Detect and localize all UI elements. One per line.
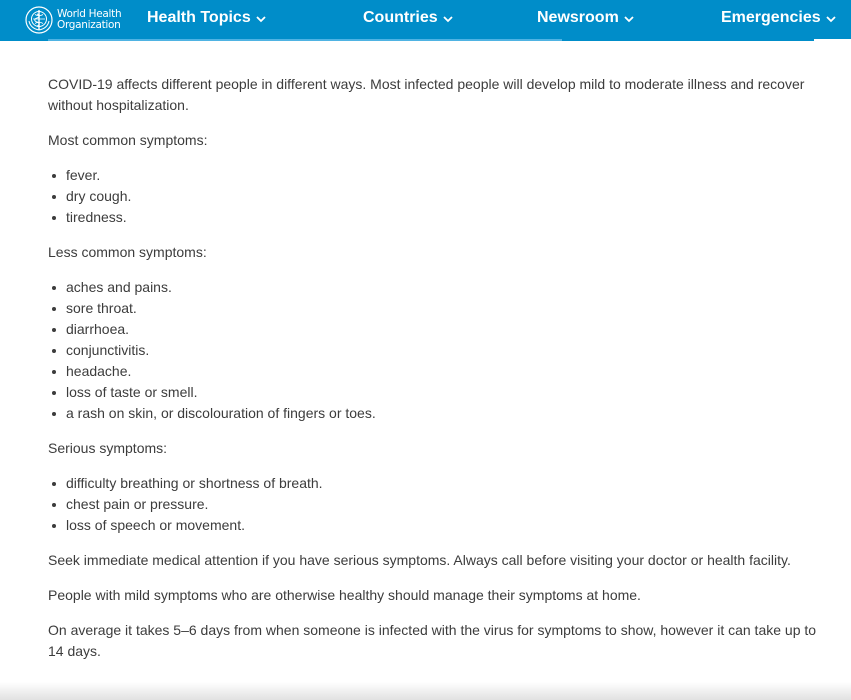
list-item: difficulty breathing or shortness of breath. [66, 473, 818, 494]
less-common-heading: Less common symptoms: [48, 244, 207, 260]
nav-emergencies[interactable] [721, 9, 836, 27]
chevron-down-icon [826, 16, 836, 23]
header-accent-strip-right [814, 39, 851, 41]
advice-paragraph-2: People with mild symptoms who are otherwise healthy should manage their symptoms at home. [48, 587, 641, 603]
list-item: aches and pains. [66, 277, 818, 298]
who-emblem-icon [24, 5, 54, 35]
list-item: fever. [66, 165, 818, 186]
nav-health-topics-label: Health Topics [147, 9, 251, 26]
logo-text [57, 9, 121, 31]
nav-newsroom[interactable] [537, 9, 634, 27]
list-item: headache. [66, 361, 818, 382]
chevron-down-icon [256, 16, 266, 23]
chevron-down-icon [624, 16, 634, 23]
serious-list [48, 473, 818, 536]
list-item: loss of taste or smell. [66, 382, 818, 403]
less-common-list [48, 277, 818, 424]
serious-heading: Serious symptoms: [48, 440, 168, 456]
list-item: conjunctivitis. [66, 340, 818, 361]
list-item: a rash on skin, or discolouration of fingers or toes. [66, 403, 818, 424]
advice-paragraph-3: On average it takes 5–6 days from when someone is infected with the virus for symptoms to show, however it can take up to 14 days. [48, 622, 817, 659]
logo-line-1: World Health [57, 8, 122, 20]
list-item: diarrhoea. [66, 319, 818, 340]
who-logo-link[interactable] [24, 5, 121, 35]
list-item: tiredness. [66, 207, 818, 228]
nav-newsroom-label: Newsroom [537, 9, 619, 26]
list-item: chest pain or pressure. [66, 494, 818, 515]
advice-paragraph-1: Seek immediate medical attention if you have serious symptoms. Always call before visiting your doctor or health facility. [48, 552, 791, 568]
nav-emergencies-label: Emergencies [721, 9, 821, 26]
header-accent-strip [48, 39, 562, 41]
nav-countries[interactable] [363, 9, 453, 27]
article-content [48, 74, 818, 676]
most-common-heading: Most common symptoms: [48, 132, 208, 148]
site-header [0, 0, 851, 41]
list-item: sore throat. [66, 298, 818, 319]
bottom-shadow [0, 682, 851, 700]
nav-countries-label: Countries [363, 9, 438, 26]
list-item: dry cough. [66, 186, 818, 207]
list-item: loss of speech or movement. [66, 515, 818, 536]
chevron-down-icon [443, 16, 453, 23]
logo-line-2: Organization [57, 19, 121, 31]
intro-paragraph: COVID-19 affects different people in different ways. Most infected people will develop mild to moderate illness and recover without hospitalization. [48, 76, 805, 113]
nav-health-topics[interactable] [147, 9, 266, 27]
most-common-list [48, 165, 818, 228]
